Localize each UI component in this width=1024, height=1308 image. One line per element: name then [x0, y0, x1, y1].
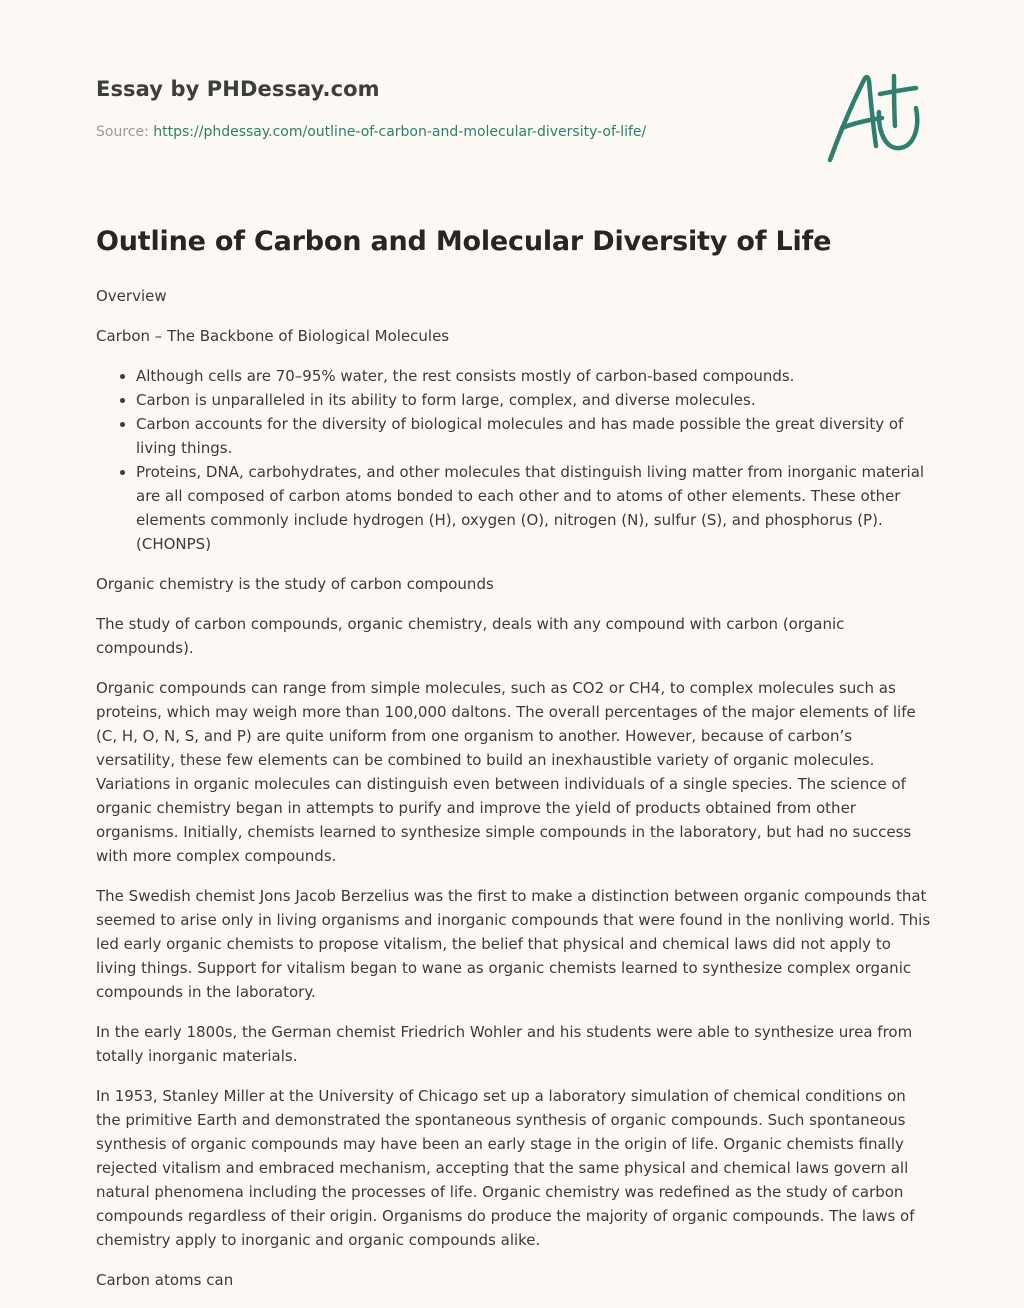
- bullet-list: [96, 364, 932, 556]
- site-brand[interactable]: Essay by PHDessay.com: [96, 77, 380, 101]
- paragraph: In 1953, Stanley Miller at the University of Chicago set up a laboratory simulation of chemical conditions on the primitive Earth and demonstrated the spontaneous synthesis of organic compounds. Such spontaneous synthesis of organic compounds may have been an early stage in the origin of life. Organic chemists finally rejected vitalism and embraced mechanism, accepting that the same physical and chemical laws govern all natural phenomena including the processes of life. Organic chemistry was redefined as the study of carbon compounds regardless of their origin. Organisms do produce the majority of organic compounds. The laws of chemistry apply to inorganic and organic compounds alike.: [96, 1087, 915, 1249]
- paragraph: The Swedish chemist Jons Jacob Berzelius was the first to make a distinction between organic compounds that seemed to arise only in living organisms and inorganic compounds that were found in the nonliving world. This led early organic chemists to propose vitalism, the belief that physical and chemical laws did not apply to living things. Support for vitalism began to wane as organic chemists learned to synthesize complex organic compounds in the laboratory.: [96, 887, 931, 1001]
- paragraph: Organic compounds can range from simple molecules, such as CO2 or CH4, to complex molecules such as proteins, which may weigh more than 100,000 daltons. The overall percentages of the major elements of life (C, H, O, N, S, and P) are quite uniform from one organism to another. However, because of carbon’s versatility, these few elements can be combined to build an inexhaustible variety of organic molecules. Variations in organic molecules can distinguish even between individuals of a single species. The science of organic chemistry began in attempts to purify and improve the yield of products obtained from other organisms. Initially, chemists learned to synthesize simple compounds in the laboratory, but had no success with more complex compounds.: [96, 679, 916, 865]
- paragraph: The study of carbon compounds, organic chemistry, deals with any compound with carbon (organic compounds).: [96, 615, 845, 657]
- essay-body: [96, 284, 932, 1308]
- source-label: Source:: [96, 124, 154, 140]
- section-heading: Carbon – The Backbone of Biological Molecules: [96, 327, 450, 345]
- a-plus-logo-icon: [826, 66, 926, 166]
- list-item: • Proteins, DNA, carbohydrates, and other molecules that distinguish living matter from inorganic material are all composed of carbon atoms bonded to each other and to atoms of other elements. These other elements commonly include hydrogen (H), oxygen (O), nitrogen (N), sulfur (S), and phosphorus (P). (CHONPS): [136, 460, 932, 556]
- list-item: • Although cells are 70–95% water, the rest consists mostly of carbon-based compounds.: [136, 364, 932, 388]
- list-item: • Carbon is unparalleled in its ability to form large, complex, and diverse molecules.: [136, 388, 932, 412]
- list-item: • Carbon accounts for the diversity of biological molecules and has made possible the great diversity of living things.: [136, 412, 932, 460]
- page-title: Outline of Carbon and Molecular Diversity of Life: [96, 226, 832, 257]
- paragraph: Carbon atoms can: [96, 1271, 234, 1289]
- source-link[interactable]: https://phdessay.com/outline-of-carbon-and-molecular-diversity-of-life/: [153, 124, 647, 140]
- source-line: [96, 124, 646, 140]
- section-heading: Organic chemistry is the study of carbon compounds: [96, 575, 494, 593]
- overview-label: Overview: [96, 287, 167, 305]
- paragraph: In the early 1800s, the German chemist Friedrich Wohler and his students were able to synthesize urea from totally inorganic materials.: [96, 1023, 913, 1065]
